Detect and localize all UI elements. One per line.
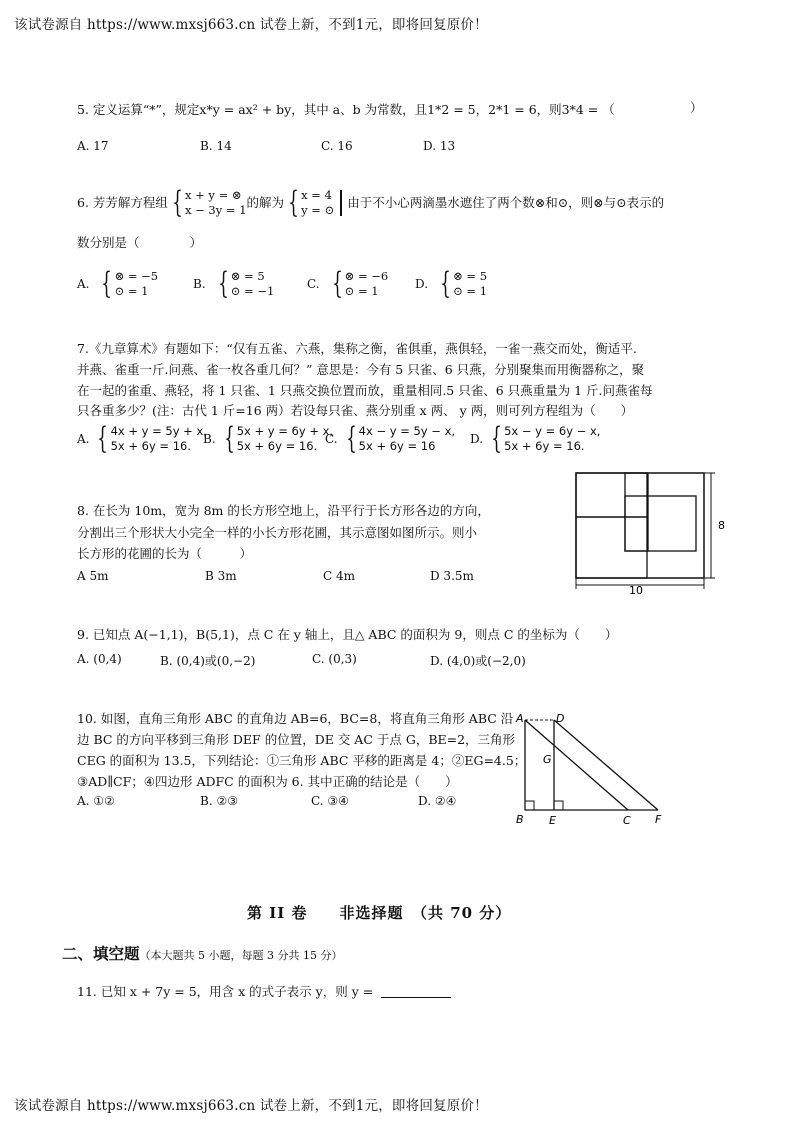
q10-line1: 10. 如图，直角三角形 ABC 的直角边 AB=6，BC=8，将直角三角形 ABC 沿 [77, 711, 514, 726]
q7-option-d-row2: 5x + 6y = 16. [504, 439, 585, 453]
q6-sys2-row1: x = 4 [301, 188, 332, 202]
q11 [77, 985, 451, 998]
small-rect-1 [576, 473, 647, 517]
q6-option-d-label: D. [415, 277, 429, 291]
q9-stem: 9. 已知点 A(−1,1)，B(5,1)，点 C 在 y 轴上，且△ ABC 的面积为 9，则点 C 的坐标为（ ） [77, 627, 618, 642]
q7-option-d: D. { 5x − y = 6y − x, 5x + 6y = 16. [470, 421, 601, 456]
q6-option-a-row2: ⊙ = 1 [114, 284, 149, 298]
q8-line3: 长方形的花圃的长为（ ） [77, 546, 253, 561]
q11-answer-blank[interactable] [381, 985, 451, 998]
segment-AC [525, 720, 628, 810]
q7-option-c-row1: 4x − y = 5y − x, [358, 424, 456, 438]
q6-stem [77, 185, 665, 220]
q7-option-c-label: C. [325, 432, 338, 446]
watermark-bottom: 该试卷源自 https://www.mxsj663.cn 试卷上新，不到1元，即将回复原价！ [14, 1098, 488, 1114]
label-E: E [549, 814, 556, 827]
q9-option-c: C. (0,3) [312, 652, 357, 666]
q5-option-b: B. 14 [200, 139, 232, 153]
q5-option-c: C. 16 [321, 139, 353, 153]
q10-figure [508, 706, 672, 832]
label-D: D [556, 712, 565, 725]
q10-line3: CEG 的面积为 13.5，下列结论：①三角形 ABC 平移的距离是 4；②EG=4.5； [77, 753, 527, 768]
q6-system-1: { x + y = ⊗ x − 3y = 1 [172, 185, 247, 220]
q9-option-b: B. (0,4)或(0,−2) [160, 654, 256, 668]
q7-option-b-label: B. [203, 432, 216, 446]
q7-option-c: C. { 4x − y = 5y − x, 5x + 6y = 16 [325, 421, 456, 456]
q7-option-d-label: D. [470, 432, 484, 446]
label-F: F [655, 813, 662, 826]
small-rect-4 [625, 496, 696, 551]
q6-option-a: A. { ⊗ = −5 ⊙ = 1 [77, 266, 159, 301]
q8-figure [568, 467, 728, 597]
q7-line3: 在一起的雀重、燕轻，将 1 只雀、1 只燕交换位置而放，重量相同.5 只雀、6 只燕重量为 1 斤.问燕雀每 [77, 383, 653, 398]
q6-option-b-row2: ⊙ = −1 [230, 284, 275, 298]
q8-option-a: A 5m [77, 569, 109, 583]
q7-option-d-row1: 5x − y = 6y − x, [504, 424, 601, 438]
q7-option-b: B. { 5x + y = 6y + x, 5x + 6y = 16. [203, 421, 334, 456]
q11-stem: 11. 已知 x + 7y = 5，用含 x 的式子表示 y，则 y = [77, 983, 374, 999]
q8-line1: 8. 在长为 10m，宽为 8m 的长方形空地上，沿平行于长方形各边的方向， [77, 503, 490, 518]
watermark-top: 该试卷源自 https://www.mxsj663.cn 试卷上新，不到1元，即将回复原价！ [14, 17, 488, 33]
q6-sys1-row2: x − 3y = 1 [185, 203, 247, 217]
q8-line2: 分割出三个形状大小完全一样的小长方形花圃，其示意图如图所示。则小 [77, 525, 478, 540]
q6-line2: 数分别是（ ） [77, 235, 203, 250]
q5-stem: 5. 定义运算“*”，规定x*y = ax² + by，其中 a、b 为常数，且1*2 = 5，2*1 = 6，则3*4 = （ [77, 102, 615, 117]
q6-option-d-row2: ⊙ = 1 [453, 284, 488, 298]
q6-option-c-label: C. [307, 277, 320, 291]
section2-note: （本大题共 5 小题，每题 3 分共 15 分） [139, 949, 343, 962]
q9-option-d: D. (4,0)或(−2,0) [430, 654, 526, 668]
ink-mark [340, 190, 342, 216]
q8-option-c: C 4m [323, 569, 356, 583]
q10-option-b: B. ②③ [200, 794, 238, 808]
q7-option-b-row2: 5x + 6y = 16. [236, 439, 318, 453]
q10-option-a: A. ①② [77, 794, 115, 808]
right-angle-E [554, 801, 563, 810]
q5-option-d: D. 13 [423, 139, 456, 153]
q6-option-c: C. { ⊗ = −6 ⊙ = 1 [307, 266, 389, 301]
q6-option-d: D. { ⊗ = 5 ⊙ = 1 [415, 266, 488, 301]
q7-option-a-label: A. [77, 432, 90, 446]
right-angle-B [525, 801, 534, 810]
q6-system-2: { x = 4 y = ⊙ [288, 185, 335, 220]
q9-option-a: A. (0,4) [77, 652, 122, 666]
q6-option-b-row1: ⊗ = 5 [230, 269, 265, 283]
label-A: A [516, 712, 524, 725]
q6-option-a-label: A. [77, 277, 90, 291]
small-rect-2 [576, 517, 647, 578]
label-C: C [623, 814, 631, 827]
q6-mid: 的解为 [246, 194, 285, 210]
section2-heading [62, 942, 343, 964]
q6-prefix: 6. 芳芳解方程组 [77, 194, 168, 210]
q8-option-d: D 3.5m [430, 569, 474, 583]
q6-sys2-row2: y = ⊙ [301, 203, 335, 217]
q6-suffix: 由于不小心两滴墨水遮住了两个数⊗和⊙，则⊗与⊙表示的 [347, 194, 665, 210]
q6-option-c-row1: ⊗ = −6 [344, 269, 389, 283]
label-height: 8 [718, 519, 725, 532]
q5-close: ） [690, 100, 703, 115]
q7-option-a-row1: 4x + y = 5y + x, [110, 424, 207, 438]
label-width: 10 [629, 584, 643, 597]
q7-line1: 7.《九章算术》有题如下：“仅有五雀、六燕，集称之衡，雀俱重，燕俱轻，一雀一燕交而处，衡适平. [77, 341, 637, 356]
q10-option-d: D. ②④ [418, 794, 457, 808]
q7-line4: 只各重多少？(注：古代 1 斤=16 两）若设每只雀、燕分别重 x 两、 y 两，则可列方程组为（ ） [77, 403, 634, 418]
part2-title: 第 II 卷 非选择题 （共 70 分） [247, 904, 512, 922]
outer-rectangle [576, 473, 704, 578]
q6-option-a-row1: ⊗ = −5 [114, 269, 159, 283]
q6-option-b: B. { ⊗ = 5 ⊙ = −1 [193, 266, 275, 301]
q7-option-c-row2: 5x + 6y = 16 [358, 439, 436, 453]
q6-sys1-row1: x + y = ⊗ [185, 188, 242, 202]
q6-option-b-label: B. [193, 277, 206, 291]
q7-option-a: A. { 4x + y = 5y + x, 5x + 6y = 16. [77, 421, 207, 456]
q10-line2: 边 BC 的方向平移到三角形 DEF 的位置，DE 交 AC 于点 G，BE=2，三角形 [77, 732, 516, 747]
q10-option-c: C. ③④ [311, 794, 349, 808]
section2-title: 二、填空题 [62, 944, 140, 963]
q7-line2: 并燕、雀重一斤.问燕、雀一枚各重几何？” 意思是：今有 5 只雀、6 只燕，分别聚集而用衡器称之，聚 [77, 362, 645, 377]
small-rect-3 [625, 473, 648, 551]
q7-option-a-row2: 5x + 6y = 16. [110, 439, 192, 453]
q7-option-b-row1: 5x + y = 6y + x, [236, 424, 334, 438]
label-G: G [543, 753, 552, 766]
q6-option-c-row2: ⊙ = 1 [344, 284, 379, 298]
segment-DF [554, 720, 658, 810]
q6-option-d-row1: ⊗ = 5 [453, 269, 488, 283]
q10-line4: ③AD∥CF；④四边形 ADFC 的面积为 6. 其中正确的结论是（ ） [77, 774, 458, 789]
q8-option-b: B 3m [205, 569, 237, 583]
label-B: B [516, 813, 524, 826]
q5-option-a: A. 17 [77, 139, 109, 153]
